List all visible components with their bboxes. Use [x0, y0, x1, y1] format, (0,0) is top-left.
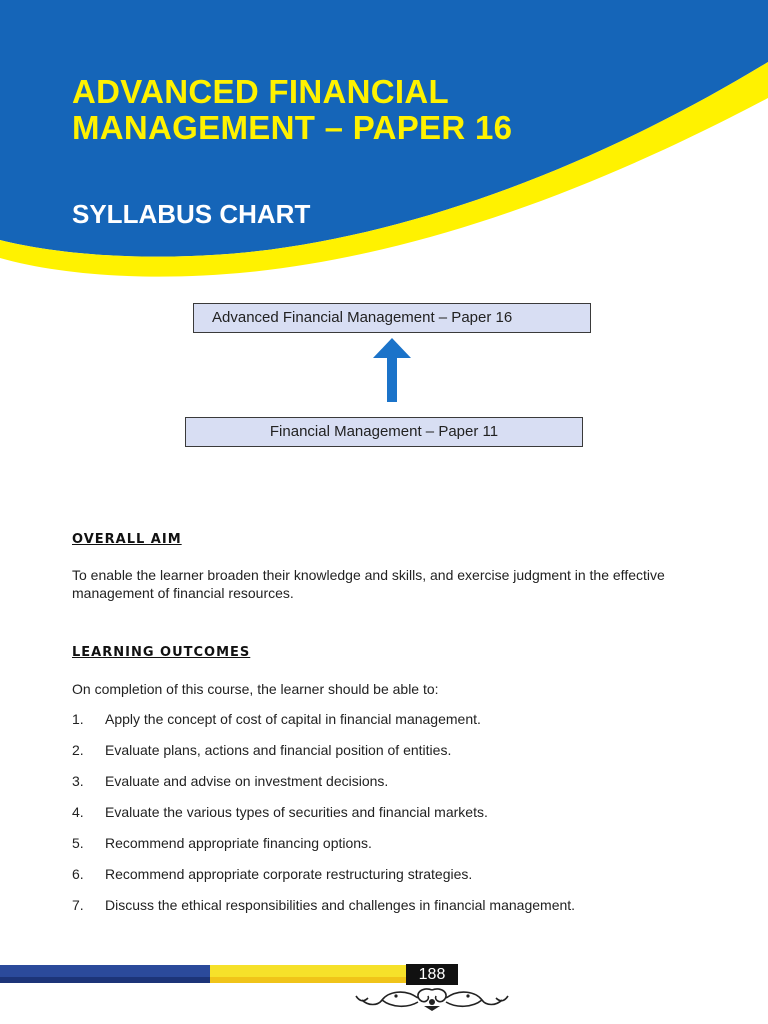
list-item-number: 6.: [72, 866, 84, 882]
learning-outcomes-intro: On completion of this course, the learner should be able to:: [72, 681, 439, 697]
list-item-number: 4.: [72, 804, 84, 820]
overall-aim-text: To enable the learner broaden their knowledge and skills, and exercise judgment in the effective management of financial resources.: [72, 567, 665, 601]
flow-box-financial: Financial Management – Paper 11: [185, 417, 583, 447]
overall-aim-heading: OVERALL AIM: [72, 532, 182, 547]
list-item-text: Discuss the ethical responsibilities and challenges in financial management.: [105, 897, 576, 913]
page-subtitle: SYLLABUS CHART: [72, 199, 311, 229]
footer-bar-blue: [0, 965, 210, 977]
page-footer: [0, 962, 768, 1024]
list-item-text: Recommend appropriate financing options.: [105, 835, 372, 851]
list-item-number: 5.: [72, 835, 84, 851]
arrow-up-icon: [373, 338, 411, 402]
ornament-icon: [352, 984, 512, 1012]
title-line-1: ADVANCED FINANCIAL: [72, 73, 449, 110]
list-item-number: 2.: [72, 742, 84, 758]
list-item-text: Recommend appropriate corporate restructuring strategies.: [105, 866, 473, 882]
list-item-number: 3.: [72, 773, 84, 789]
list-item-text: Evaluate plans, actions and financial position of entities.: [105, 742, 452, 758]
footer-bar-navy: [0, 977, 210, 983]
list-item-text: Evaluate and advise on investment decisions.: [105, 773, 389, 789]
learning-outcomes-heading: LEARNING OUTCOMES: [72, 645, 251, 660]
list-item-number: 1.: [72, 711, 84, 727]
page-title: [72, 74, 512, 146]
title-line-2: MANAGEMENT – PAPER 16: [72, 109, 513, 146]
list-item-number: 7.: [72, 897, 84, 913]
flow-box-advanced: Advanced Financial Management – Paper 16: [193, 303, 591, 333]
list-item-text: Evaluate the various types of securities and financial markets.: [105, 804, 488, 820]
footer-bar-yellow: [210, 965, 406, 977]
page-number: 188: [406, 964, 458, 985]
list-item-text: Apply the concept of cost of capital in financial management.: [105, 711, 481, 727]
header-banner: [0, 0, 768, 300]
